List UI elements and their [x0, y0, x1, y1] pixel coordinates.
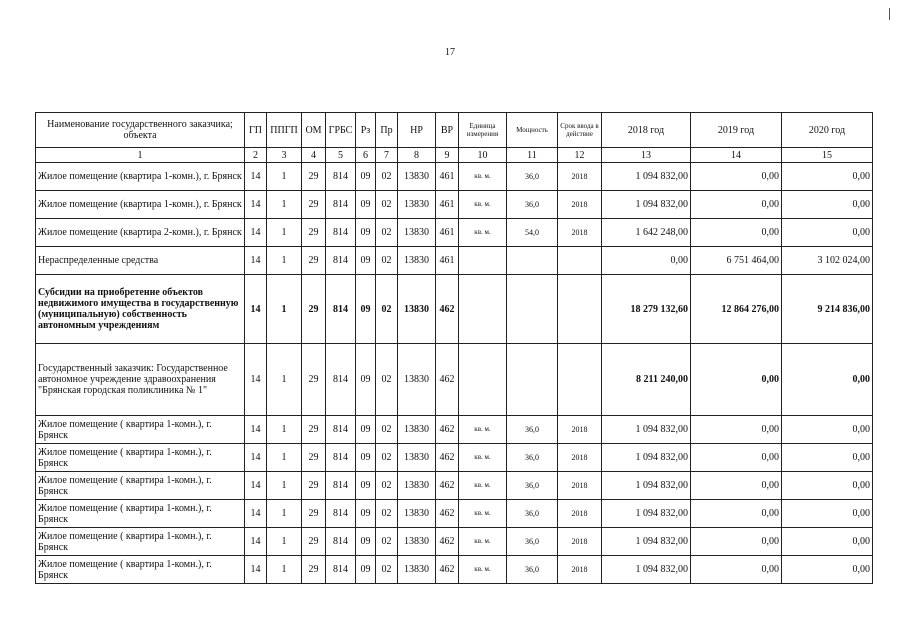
header-grbs: ГРБС — [326, 113, 356, 148]
cell-capacity — [507, 275, 558, 344]
cell-term — [558, 344, 602, 416]
cell-grbs: 814 — [326, 416, 356, 444]
cell-name: Жилое помещение ( квартира 1-комн.), г. Брянск — [36, 528, 245, 556]
scan-edge-mark — [889, 8, 890, 20]
header-2020: 2020 год — [782, 113, 873, 148]
cell-vr: 461 — [436, 163, 459, 191]
cell-2018: 1 094 832,00 — [602, 556, 691, 584]
cell-unit — [459, 247, 507, 275]
cell-unit: кв. м. — [459, 556, 507, 584]
table-row — [36, 247, 873, 275]
cell-grbs: 814 — [326, 344, 356, 416]
cell-gp: 14 — [245, 472, 267, 500]
cell-gp: 14 — [245, 219, 267, 247]
cell-grbs: 814 — [326, 500, 356, 528]
column-number: 10 — [459, 148, 507, 163]
cell-nr: 13830 — [398, 444, 436, 472]
table-row-customer — [36, 344, 873, 416]
header-nr: НР — [398, 113, 436, 148]
cell-term — [558, 247, 602, 275]
cell-pr: 02 — [376, 556, 398, 584]
table-row — [36, 191, 873, 219]
cell-2020: 0,00 — [782, 163, 873, 191]
cell-unit: кв. м. — [459, 416, 507, 444]
cell-pr: 02 — [376, 444, 398, 472]
cell-nr: 13830 — [398, 528, 436, 556]
cell-rz: 09 — [356, 500, 376, 528]
column-number: 14 — [691, 148, 782, 163]
cell-om: 29 — [302, 163, 326, 191]
cell-unit: кв. м. — [459, 472, 507, 500]
cell-term: 2018 — [558, 500, 602, 528]
cell-nr: 13830 — [398, 556, 436, 584]
cell-grbs: 814 — [326, 219, 356, 247]
cell-grbs: 814 — [326, 191, 356, 219]
cell-unit: кв. м. — [459, 528, 507, 556]
cell-gp: 14 — [245, 556, 267, 584]
cell-unit — [459, 344, 507, 416]
cell-om: 29 — [302, 444, 326, 472]
cell-2020: 0,00 — [782, 500, 873, 528]
cell-2018: 1 094 832,00 — [602, 500, 691, 528]
cell-unit: кв. м. — [459, 191, 507, 219]
cell-grbs: 814 — [326, 472, 356, 500]
cell-term: 2018 — [558, 444, 602, 472]
cell-name: Жилое помещение (квартира 1-комн.), г. Брянск — [36, 191, 245, 219]
cell-unit: кв. м. — [459, 163, 507, 191]
cell-2018: 1 642 248,00 — [602, 219, 691, 247]
table-row — [36, 416, 873, 444]
cell-capacity: 36,0 — [507, 191, 558, 219]
header-rz: Рз — [356, 113, 376, 148]
cell-pr: 02 — [376, 344, 398, 416]
cell-term: 2018 — [558, 219, 602, 247]
cell-nr: 13830 — [398, 344, 436, 416]
cell-rz: 09 — [356, 556, 376, 584]
cell-name: Жилое помещение (квартира 1-комн.), г. Брянск — [36, 163, 245, 191]
cell-rz: 09 — [356, 416, 376, 444]
cell-name: Государственный заказчик: Государственное автономное учреждение здравоохранения "Брянская городская поликлиника № 1" — [36, 344, 245, 416]
cell-2018: 1 094 832,00 — [602, 163, 691, 191]
cell-term: 2018 — [558, 556, 602, 584]
cell-ppgp: 1 — [267, 247, 302, 275]
cell-2018: 0,00 — [602, 247, 691, 275]
header-row — [36, 113, 873, 148]
cell-vr: 461 — [436, 247, 459, 275]
cell-ppgp: 1 — [267, 500, 302, 528]
column-number: 7 — [376, 148, 398, 163]
cell-2019: 0,00 — [691, 528, 782, 556]
cell-ppgp: 1 — [267, 472, 302, 500]
table-row — [36, 219, 873, 247]
cell-gp: 14 — [245, 275, 267, 344]
header-capacity: Мощность — [507, 113, 558, 148]
cell-vr: 462 — [436, 416, 459, 444]
column-number-row — [36, 148, 873, 163]
cell-gp: 14 — [245, 247, 267, 275]
cell-pr: 02 — [376, 528, 398, 556]
cell-vr: 461 — [436, 219, 459, 247]
cell-name: Жилое помещение ( квартира 1-комн.), г. Брянск — [36, 472, 245, 500]
cell-2019: 0,00 — [691, 219, 782, 247]
table-row — [36, 500, 873, 528]
cell-om: 29 — [302, 528, 326, 556]
cell-nr: 13830 — [398, 219, 436, 247]
column-number: 11 — [507, 148, 558, 163]
cell-grbs: 814 — [326, 556, 356, 584]
cell-2020: 0,00 — [782, 416, 873, 444]
cell-nr: 13830 — [398, 275, 436, 344]
cell-name: Субсидии на приобретение объектов недвижимого имущества в государственную (муниципальную) собственность автономным учреждениям — [36, 275, 245, 344]
cell-capacity — [507, 247, 558, 275]
cell-2019: 0,00 — [691, 556, 782, 584]
cell-nr: 13830 — [398, 500, 436, 528]
cell-om: 29 — [302, 416, 326, 444]
cell-pr: 02 — [376, 275, 398, 344]
cell-capacity: 36,0 — [507, 556, 558, 584]
column-number: 1 — [36, 148, 245, 163]
cell-pr: 02 — [376, 247, 398, 275]
cell-2020: 0,00 — [782, 556, 873, 584]
cell-unit: кв. м. — [459, 500, 507, 528]
header-om: ОМ — [302, 113, 326, 148]
cell-ppgp: 1 — [267, 275, 302, 344]
cell-rz: 09 — [356, 344, 376, 416]
cell-rz: 09 — [356, 472, 376, 500]
cell-2019: 0,00 — [691, 444, 782, 472]
cell-om: 29 — [302, 556, 326, 584]
header-vr: ВР — [436, 113, 459, 148]
cell-2020: 0,00 — [782, 444, 873, 472]
cell-gp: 14 — [245, 528, 267, 556]
cell-rz: 09 — [356, 191, 376, 219]
cell-pr: 02 — [376, 416, 398, 444]
cell-ppgp: 1 — [267, 444, 302, 472]
cell-nr: 13830 — [398, 416, 436, 444]
cell-capacity: 36,0 — [507, 500, 558, 528]
cell-om: 29 — [302, 472, 326, 500]
cell-2018: 1 094 832,00 — [602, 528, 691, 556]
cell-pr: 02 — [376, 163, 398, 191]
cell-gp: 14 — [245, 344, 267, 416]
cell-unit — [459, 275, 507, 344]
column-number: 6 — [356, 148, 376, 163]
cell-grbs: 814 — [326, 528, 356, 556]
cell-om: 29 — [302, 247, 326, 275]
cell-2018: 1 094 832,00 — [602, 472, 691, 500]
cell-name: Жилое помещение ( квартира 1-комн.), г. Брянск — [36, 444, 245, 472]
cell-nr: 13830 — [398, 191, 436, 219]
cell-gp: 14 — [245, 444, 267, 472]
cell-2020: 0,00 — [782, 219, 873, 247]
cell-capacity — [507, 344, 558, 416]
cell-2020: 0,00 — [782, 191, 873, 219]
column-number: 3 — [267, 148, 302, 163]
cell-capacity: 54,0 — [507, 219, 558, 247]
cell-term: 2018 — [558, 416, 602, 444]
cell-capacity: 36,0 — [507, 528, 558, 556]
cell-om: 29 — [302, 191, 326, 219]
cell-2019: 0,00 — [691, 344, 782, 416]
header-2018: 2018 год — [602, 113, 691, 148]
header-ppgp: ППГП — [267, 113, 302, 148]
cell-vr: 462 — [436, 275, 459, 344]
cell-2020: 0,00 — [782, 344, 873, 416]
table-row — [36, 528, 873, 556]
cell-nr: 13830 — [398, 163, 436, 191]
column-number: 2 — [245, 148, 267, 163]
cell-term: 2018 — [558, 528, 602, 556]
cell-2019: 0,00 — [691, 191, 782, 219]
cell-2019: 12 864 276,00 — [691, 275, 782, 344]
cell-pr: 02 — [376, 191, 398, 219]
header-name: Наименование государственного заказчика; объекта — [36, 113, 245, 148]
cell-vr: 462 — [436, 556, 459, 584]
cell-2018: 8 211 240,00 — [602, 344, 691, 416]
budget-table — [35, 112, 873, 584]
cell-pr: 02 — [376, 500, 398, 528]
cell-ppgp: 1 — [267, 416, 302, 444]
cell-grbs: 814 — [326, 444, 356, 472]
cell-term: 2018 — [558, 163, 602, 191]
cell-rz: 09 — [356, 163, 376, 191]
cell-capacity: 36,0 — [507, 444, 558, 472]
cell-om: 29 — [302, 275, 326, 344]
cell-ppgp: 1 — [267, 219, 302, 247]
cell-rz: 09 — [356, 247, 376, 275]
header-2019: 2019 год — [691, 113, 782, 148]
cell-gp: 14 — [245, 163, 267, 191]
cell-name: Нераспределенные средства — [36, 247, 245, 275]
page-number: 17 — [445, 47, 455, 58]
cell-ppgp: 1 — [267, 191, 302, 219]
cell-2020: 3 102 024,00 — [782, 247, 873, 275]
cell-term — [558, 275, 602, 344]
cell-2019: 0,00 — [691, 416, 782, 444]
cell-2019: 6 751 464,00 — [691, 247, 782, 275]
cell-2018: 1 094 832,00 — [602, 416, 691, 444]
cell-name: Жилое помещение ( квартира 1-комн.), г. Брянск — [36, 416, 245, 444]
cell-vr: 462 — [436, 444, 459, 472]
cell-ppgp: 1 — [267, 528, 302, 556]
table-row — [36, 472, 873, 500]
cell-name: Жилое помещение ( квартира 1-комн.), г. Брянск — [36, 556, 245, 584]
cell-pr: 02 — [376, 219, 398, 247]
cell-capacity: 36,0 — [507, 416, 558, 444]
cell-grbs: 814 — [326, 163, 356, 191]
cell-unit: кв. м. — [459, 219, 507, 247]
cell-gp: 14 — [245, 191, 267, 219]
cell-2020: 9 214 836,00 — [782, 275, 873, 344]
cell-2020: 0,00 — [782, 528, 873, 556]
cell-2018: 18 279 132,60 — [602, 275, 691, 344]
header-gp: ГП — [245, 113, 267, 148]
cell-unit: кв. м. — [459, 444, 507, 472]
cell-ppgp: 1 — [267, 556, 302, 584]
cell-om: 29 — [302, 344, 326, 416]
table-row — [36, 163, 873, 191]
cell-grbs: 814 — [326, 275, 356, 344]
cell-gp: 14 — [245, 416, 267, 444]
cell-ppgp: 1 — [267, 163, 302, 191]
header-term: Срок ввода в действие — [558, 113, 602, 148]
column-number: 8 — [398, 148, 436, 163]
table-row — [36, 556, 873, 584]
cell-term: 2018 — [558, 191, 602, 219]
column-number: 4 — [302, 148, 326, 163]
cell-vr: 462 — [436, 528, 459, 556]
column-number: 15 — [782, 148, 873, 163]
cell-name: Жилое помещение ( квартира 1-комн.), г. Брянск — [36, 500, 245, 528]
cell-vr: 462 — [436, 500, 459, 528]
cell-term: 2018 — [558, 472, 602, 500]
cell-pr: 02 — [376, 472, 398, 500]
column-number: 5 — [326, 148, 356, 163]
cell-rz: 09 — [356, 275, 376, 344]
cell-2020: 0,00 — [782, 472, 873, 500]
cell-nr: 13830 — [398, 247, 436, 275]
column-number: 13 — [602, 148, 691, 163]
cell-grbs: 814 — [326, 247, 356, 275]
cell-vr: 462 — [436, 344, 459, 416]
cell-gp: 14 — [245, 500, 267, 528]
cell-vr: 461 — [436, 191, 459, 219]
cell-capacity: 36,0 — [507, 472, 558, 500]
cell-ppgp: 1 — [267, 344, 302, 416]
cell-vr: 462 — [436, 472, 459, 500]
cell-2018: 1 094 832,00 — [602, 444, 691, 472]
cell-2019: 0,00 — [691, 500, 782, 528]
cell-rz: 09 — [356, 528, 376, 556]
header-unit: Единица измерения — [459, 113, 507, 148]
cell-capacity: 36,0 — [507, 163, 558, 191]
cell-om: 29 — [302, 219, 326, 247]
cell-2019: 0,00 — [691, 163, 782, 191]
column-number: 9 — [436, 148, 459, 163]
cell-rz: 09 — [356, 219, 376, 247]
cell-2019: 0,00 — [691, 472, 782, 500]
cell-om: 29 — [302, 500, 326, 528]
cell-nr: 13830 — [398, 472, 436, 500]
cell-name: Жилое помещение (квартира 2-комн.), г. Брянск — [36, 219, 245, 247]
table-row — [36, 444, 873, 472]
cell-2018: 1 094 832,00 — [602, 191, 691, 219]
header-pr: Пр — [376, 113, 398, 148]
table-row-subtotal — [36, 275, 873, 344]
cell-rz: 09 — [356, 444, 376, 472]
column-number: 12 — [558, 148, 602, 163]
